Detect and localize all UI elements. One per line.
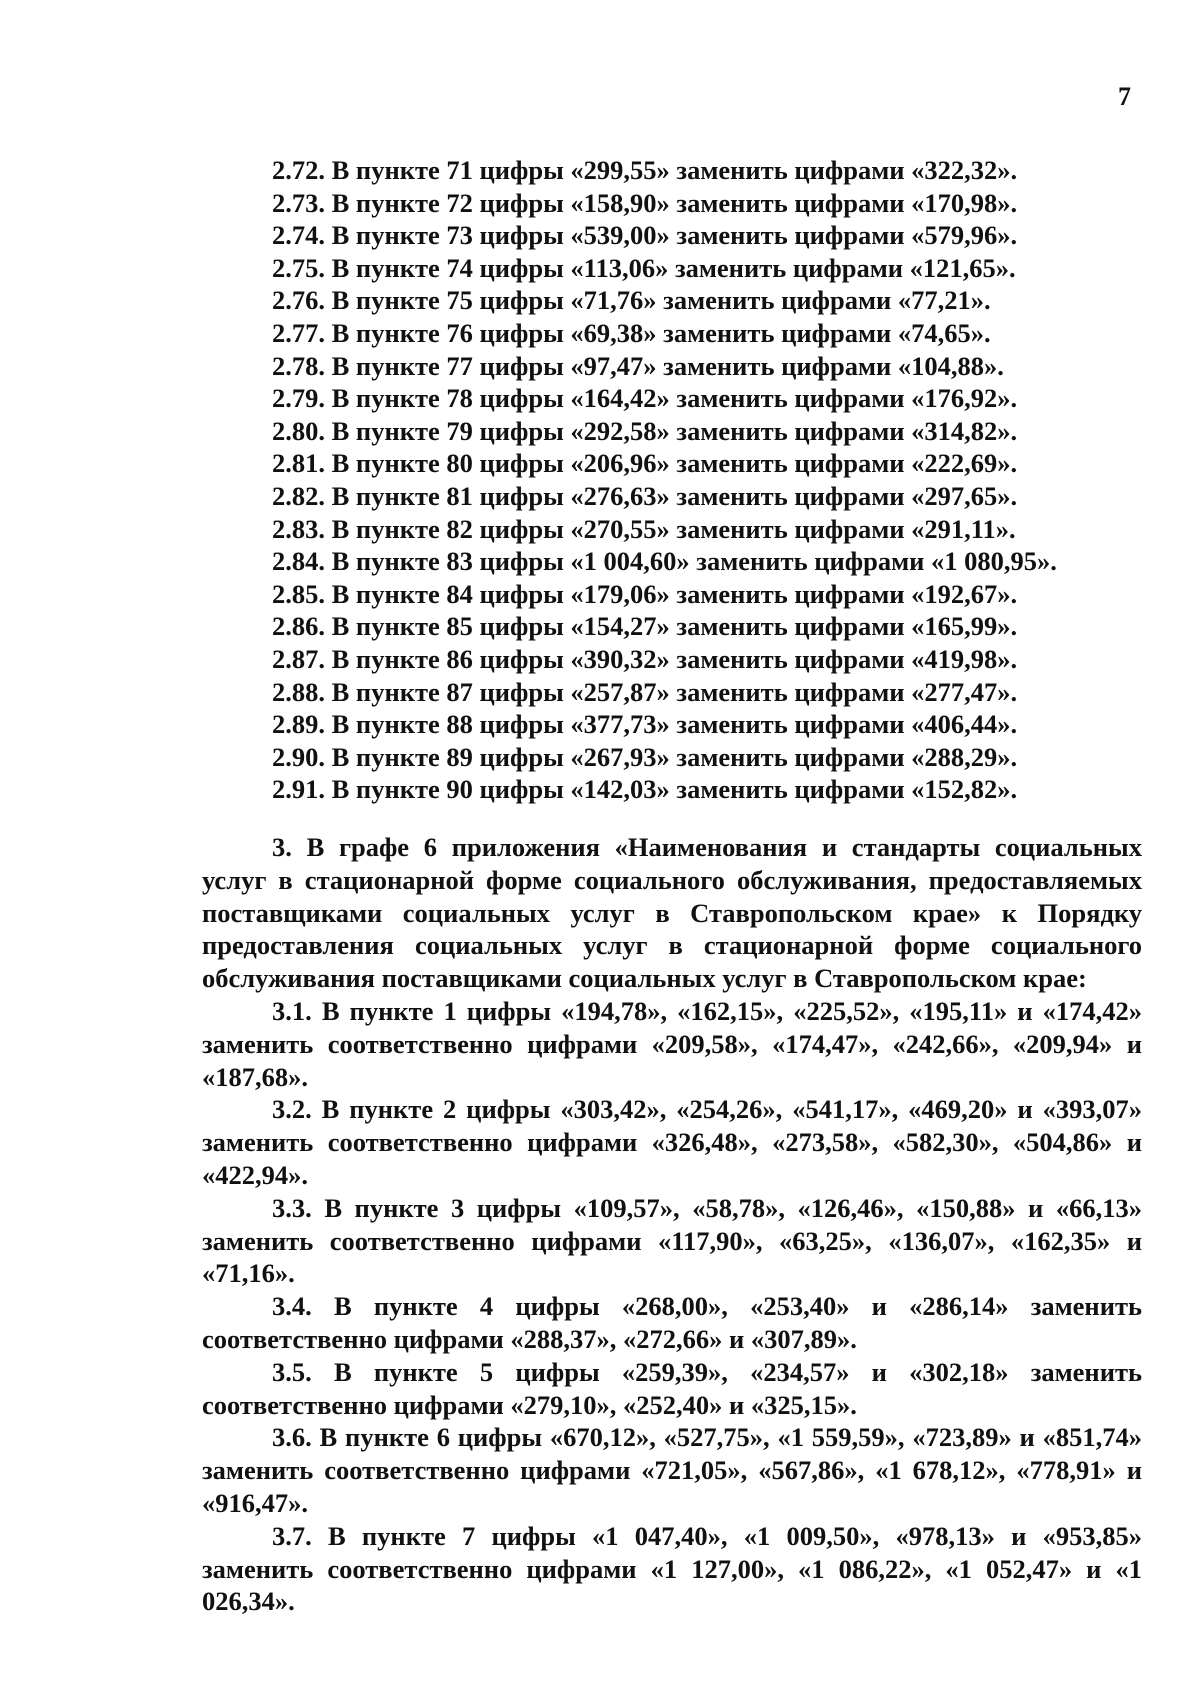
- list-item: 2.75. В пункте 74 цифры «113,06» заменить цифрами «121,65».: [272, 252, 1016, 283]
- section-3-item: 3.1. В пункте 1 цифры «194,78», «162,15», «225,52», «195,11» и «174,42» заменить соответственно цифрами «209,58», «174,47», «242,66», «209,94» и «187,68».: [202, 995, 1142, 1092]
- page-number: 7: [1118, 82, 1131, 111]
- section-3-item: 3.6. В пункте 6 цифры «670,12», «527,75», «1 559,59», «723,89» и «851,74» заменить соответственно цифрами «721,05», «567,86», «1 678,12», «778,91» и «916,47».: [202, 1422, 1142, 1518]
- list-item: 2.82. В пункте 81 цифры «276,63» заменить цифрами «297,65».: [272, 480, 1018, 511]
- section-3: [202, 831, 1142, 1618]
- section-3-item: 3.3. В пункте 3 цифры «109,57», «58,78», «126,46», «150,88» и «66,13» заменить соответственно цифрами «117,90», «63,25», «136,07», «162,35» и «71,16».: [202, 1192, 1142, 1289]
- list-item: 2.83. В пункте 82 цифры «270,55» заменить цифрами «291,11».: [272, 513, 1016, 544]
- list-item: 2.88. В пункте 87 цифры «257,87» заменить цифрами «277,47».: [272, 676, 1018, 707]
- list-item: 2.91. В пункте 90 цифры «142,03» заменить цифрами «152,82».: [272, 774, 1018, 805]
- list-item: 2.84. В пункте 83 цифры «1 004,60» заменить цифрами «1 080,95».: [272, 546, 1057, 577]
- list-item: 2.81. В пункте 80 цифры «206,96» заменить цифрами «222,69».: [272, 448, 1018, 479]
- list-item: 2.87. В пункте 86 цифры «390,32» заменить цифрами «419,98».: [272, 643, 1018, 674]
- list-item: 2.73. В пункте 72 цифры «158,90» заменить цифрами «170,98».: [272, 187, 1018, 218]
- list-item: 2.74. В пункте 73 цифры «539,00» заменить цифрами «579,96».: [272, 220, 1018, 251]
- list-item: 2.72. В пункте 71 цифры «299,55» заменить цифрами «322,32».: [272, 155, 1018, 185]
- section-3-item: 3.2. В пункте 2 цифры «303,42», «254,26», «541,17», «469,20» и «393,07» заменить соответственно цифрами «326,48», «273,58», «582,30», «504,86» и «422,94».: [202, 1094, 1142, 1190]
- list-item: 2.79. В пункте 78 цифры «164,42» заменить цифрами «176,92».: [272, 383, 1018, 414]
- list-item: 2.80. В пункте 79 цифры «292,58» заменить цифрами «314,82».: [272, 415, 1018, 446]
- list-item: 2.85. В пункте 84 цифры «179,06» заменить цифрами «192,67».: [272, 578, 1018, 609]
- list-item: 2.78. В пункте 77 цифры «97,47» заменить цифрами «104,88».: [272, 350, 1004, 381]
- section-3-item: 3.7. В пункте 7 цифры «1 047,40», «1 009,50», «978,13» и «953,85» заменить соответственно цифрами «1 127,00», «1 086,22», «1 052,47» и «1 026,34».: [202, 1520, 1142, 1617]
- list-item: 2.90. В пункте 89 цифры «267,93» заменить цифрами «288,29».: [272, 741, 1018, 772]
- amendment-list: [272, 154, 1057, 806]
- list-item: 2.77. В пункте 76 цифры «69,38» заменить цифрами «74,65».: [272, 317, 991, 348]
- list-item: 2.86. В пункте 85 цифры «154,27» заменить цифрами «165,99».: [272, 611, 1018, 642]
- list-item: 2.76. В пункте 75 цифры «71,76» заменить цифрами «77,21».: [272, 285, 991, 316]
- list-item: 2.89. В пункте 88 цифры «377,73» заменить цифрами «406,44».: [272, 709, 1018, 740]
- section-3-intro: 3. В графе 6 приложения «Наименования и стандарты социальных услуг в стационарной форме социального обслуживания, предоставляемых поставщиками социальных услуг в Ставропольском крае» к Порядку предоставления социальных услуг в стационарной форме социального обслуживания поставщиками социальных услуг в Ставропольском крае:: [202, 832, 1142, 994]
- section-3-item: 3.5. В пункте 5 цифры «259,39», «234,57» и «302,18» заменить соответственно цифрами «279,10», «252,40» и «325,15».: [202, 1356, 1142, 1420]
- section-3-item: 3.4. В пункте 4 цифры «268,00», «253,40» и «286,14» заменить соответственно цифрами «288,37», «272,66» и «307,89».: [202, 1291, 1142, 1354]
